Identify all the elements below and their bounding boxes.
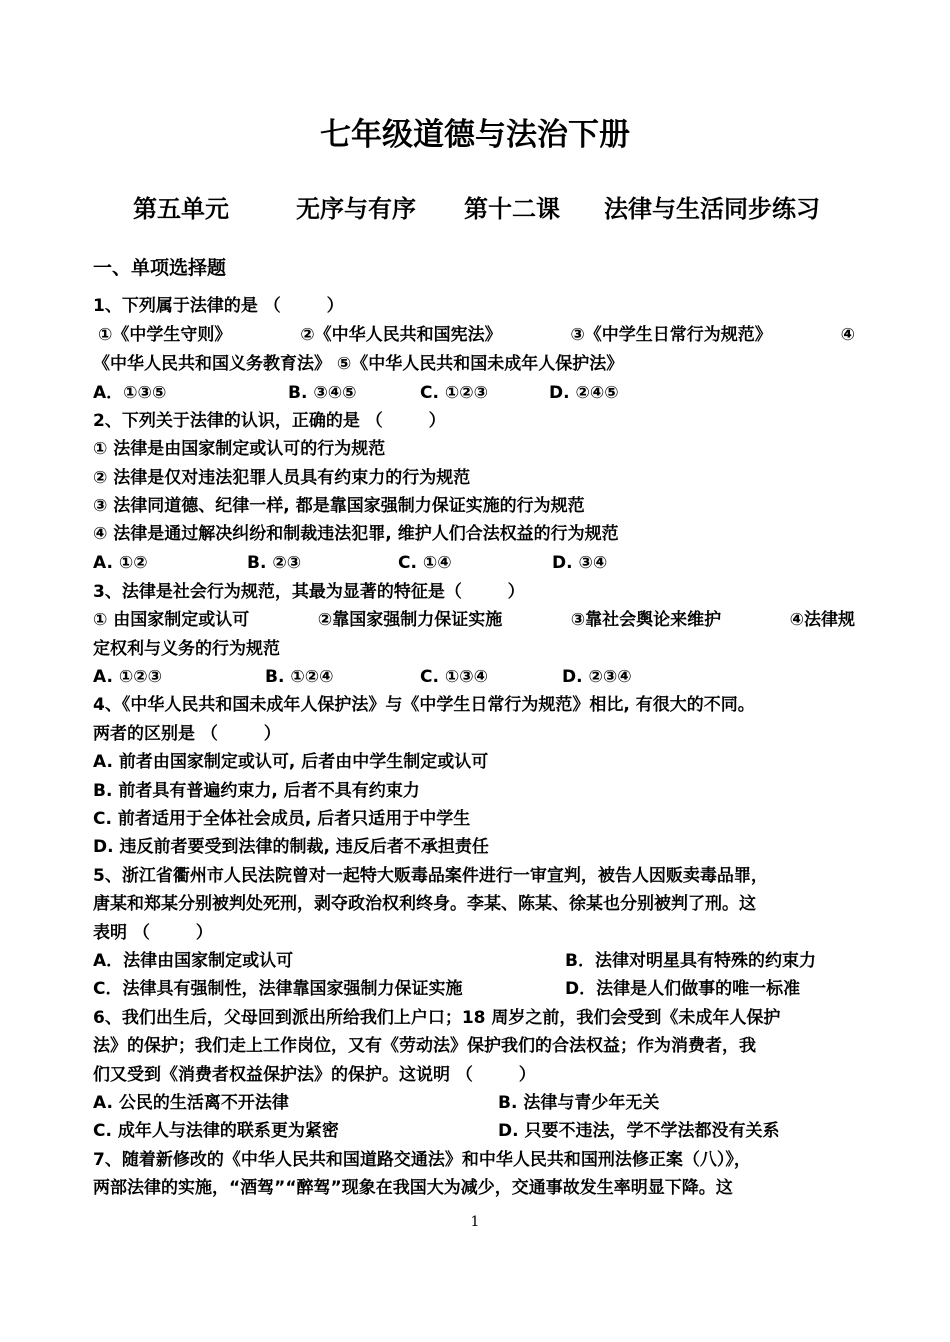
subtitle-unit: 第五单元 — [133, 195, 229, 223]
q2-statement-4: ④ 法律是通过解决纠纷和制裁违法犯罪, 维护人们合法权益的行为规范 — [93, 524, 619, 544]
q2-statement-3: ③ 法律同道德、纪律一样, 都是靠国家强制力保证实施的行为规范 — [93, 496, 585, 516]
q6-option-b: B. 法律与青少年无关 — [498, 1093, 660, 1113]
q6-option-c: C. 成年人与法律的联系更为紧密 — [93, 1121, 339, 1141]
q2-option-a: A. ①② — [93, 553, 148, 573]
q4-stem-line-2: 两者的区别是 （ ） — [93, 724, 281, 744]
q3-option-a: A. ①②③ — [93, 667, 163, 687]
q1-statement-2: ②《中华人民共和国宪法》 — [300, 325, 502, 345]
q3-statements-line — [93, 608, 855, 632]
q6-stem-line-2: 法》的保护；我们走上工作岗位，又有《劳动法》保护我们的合法权益；作为消费者，我 — [93, 1036, 756, 1056]
subtitle-lesson: 第十二课 — [464, 195, 560, 223]
q5-option-a: A．法律由国家制定或认可 — [93, 951, 294, 971]
q1-option-d: D. ②④⑤ — [549, 383, 619, 403]
q3-option-d: D. ②③④ — [562, 667, 632, 687]
q6-stem-line-3: 们又受到《消费者权益保护法》的保护。这说明 （ ） — [93, 1065, 536, 1085]
q4-option-a: A. 前者由国家制定或认可, 后者由中学生制定或认可 — [93, 752, 489, 772]
q6-option-a: A. 公民的生活离不开法律 — [93, 1093, 289, 1113]
q2-option-c: C. ①④ — [398, 553, 452, 573]
q5-option-c: C．法律具有强制性，法律靠国家强制力保证实施 — [93, 979, 463, 999]
q3-statement-2: ②靠国家强制力保证实施 — [317, 610, 503, 630]
q5-stem-line-3: 表明 （ ） — [93, 923, 213, 943]
q1-statement-1: ①《中学生守则》 — [98, 325, 232, 345]
q3-statement-4-start: ④法律规 — [789, 610, 855, 630]
q5-option-d: D．法律是人们做事的唯一标准 — [565, 979, 801, 999]
subtitle-lesson-name: 法律与生活同步练习 — [604, 195, 820, 223]
q6-stem-line-1: 6、我们出生后，父母回到派出所给我们上户口；18 周岁之前，我们会受到《未成年人保护 — [93, 1008, 781, 1028]
q1-statement-3: ③《中学生日常行为规范》 — [570, 325, 772, 345]
q1-option-a: A．①③⑤ — [93, 383, 167, 403]
section-heading: 一、单项选择题 — [93, 257, 227, 279]
q3-stem: 3、法律是社会行为规范，其最为显著的特征是（ ） — [93, 582, 525, 602]
q4-option-b: B. 前者具有普遍约束力, 后者不具有约束力 — [93, 781, 420, 801]
q2-option-d: D. ③④ — [552, 553, 608, 573]
q1-option-b: B. ③④⑤ — [288, 383, 357, 403]
q4-stem-line-1: 4、《中华人民共和国未成年人保护法》与《中学生日常行为规范》相比, 有很大的不同。 — [93, 695, 755, 715]
q1-statements-line — [98, 323, 855, 347]
q5-stem-line-2: 唐某和郑某分别被判处死刑，剥夺政治权利终身。李某、陈某、徐某也分别被判了刑。这 — [93, 894, 756, 914]
q2-stem: 2、下列关于法律的认识，正确的是 （ ） — [93, 411, 446, 431]
q2-statement-1: ① 法律是由国家制定或认可的行为规范 — [93, 439, 386, 459]
q1-option-c: C. ①②③ — [420, 383, 489, 403]
q7-stem-line-2: 两部法律的实施，“酒驾”“醉驾”现象在我国大为减少，交通事故发生率明显下降。这 — [93, 1178, 733, 1198]
q3-option-b: B. ①②④ — [265, 667, 334, 687]
q2-statement-2: ② 法律是仅对违法犯罪人员具有约束力的行为规范 — [93, 468, 471, 488]
subtitle-unit-name: 无序与有序 — [296, 195, 416, 223]
q3-statement-1: ① 由国家制定或认可 — [93, 610, 250, 630]
q6-option-d: D. 只要不违法，学不学法都没有关系 — [498, 1121, 780, 1141]
q3-statements-line-2: 定权利与义务的行为规范 — [93, 639, 280, 659]
page-title: 七年级道德与法治下册 — [320, 117, 630, 153]
page-number: 1 — [470, 1214, 480, 1230]
q1-statements-line-2: 《中华人民共和国义务教育法》 ⑤《中华人民共和国未成年人保护法》 — [93, 354, 624, 374]
q3-statement-3: ③靠社会舆论来维护 — [570, 610, 722, 630]
q5-stem-line-1: 5、浙江省衢州市人民法院曾对一起特大贩毒品案件进行一审宣判，被告人因贩卖毒品罪， — [93, 866, 768, 886]
q3-option-c: C. ①③④ — [420, 667, 489, 687]
q1-stem: 1、下列属于法律的是 （ ） — [93, 296, 344, 316]
q4-option-d: D. 违反前者要受到法律的制裁, 违反后者不承担责任 — [93, 837, 489, 857]
q7-stem-line-1: 7、随着新修改的《中华人民共和国道路交通法》和中华人民共和国刑法修正案（八）》， — [93, 1150, 751, 1170]
q5-option-b: B．法律对明星具有特殊的约束力 — [565, 951, 816, 971]
q2-option-b: B. ②③ — [247, 553, 302, 573]
q1-statement-4-start: ④ — [840, 325, 855, 345]
q4-option-c: C. 前者适用于全体社会成员, 后者只适用于中学生 — [93, 809, 471, 829]
